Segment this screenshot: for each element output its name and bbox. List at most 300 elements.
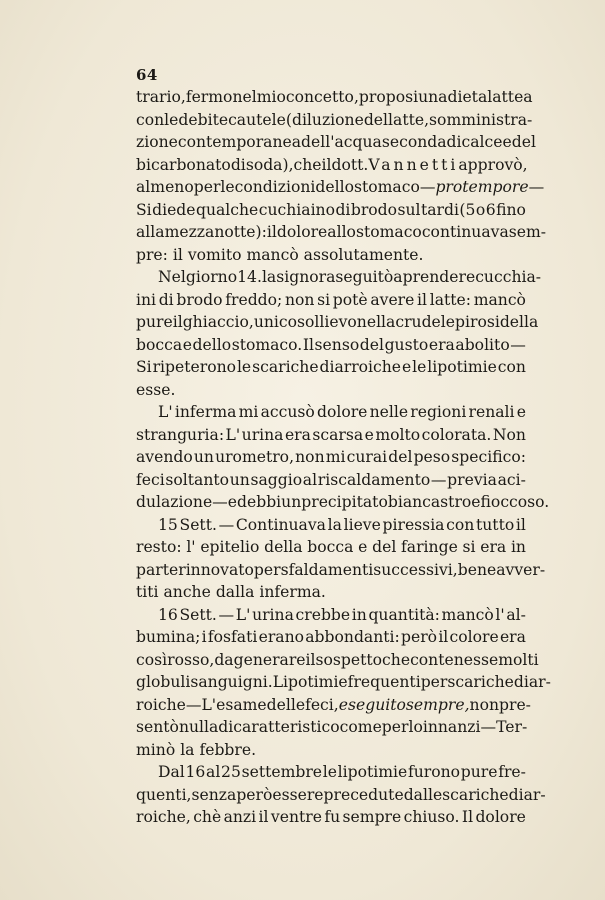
word: tardi	[420, 200, 459, 219]
text-line	[136, 86, 533, 109]
word: aci-	[497, 470, 526, 489]
word: Lipotimie	[272, 673, 348, 691]
word: sospetto	[315, 650, 383, 669]
word: freddo;	[225, 290, 283, 309]
word: lattea	[487, 88, 533, 106]
word: di	[446, 133, 462, 151]
word: eseguito	[338, 695, 406, 714]
word: esse.	[136, 380, 176, 399]
word: brodo	[176, 290, 223, 309]
word: innanzi	[422, 718, 481, 736]
word: la	[261, 268, 277, 286]
word: abolito	[455, 335, 510, 354]
word: colore	[449, 628, 499, 646]
word: ghiaccio,	[182, 313, 254, 331]
word: soltanto	[165, 470, 230, 489]
word: urometro,	[215, 448, 295, 466]
word: contenesse	[410, 650, 499, 669]
word: lipotimie	[427, 358, 497, 376]
word: rinnovato	[178, 560, 254, 579]
text-line	[136, 559, 546, 582]
text-line	[136, 446, 526, 469]
word: non	[469, 695, 500, 714]
word: così	[136, 650, 168, 669]
text-line	[136, 716, 526, 739]
word: stranguria:	[136, 425, 225, 444]
word: diede	[152, 200, 196, 219]
word: 6	[485, 200, 496, 219]
word: e	[502, 133, 512, 151]
word: era	[480, 538, 507, 556]
word: di	[218, 718, 234, 736]
word: Si	[136, 358, 152, 376]
word: nulla	[178, 718, 219, 736]
text-line	[136, 671, 551, 694]
word: però	[401, 628, 438, 646]
word: seconda	[381, 133, 447, 151]
text-line	[136, 761, 526, 784]
word: delle	[266, 695, 306, 714]
word: L'	[225, 425, 241, 444]
word: bumina;	[136, 628, 201, 646]
word: in	[510, 538, 526, 556]
word: concetto,	[285, 88, 359, 106]
word: un	[193, 448, 214, 466]
word: di	[158, 290, 174, 309]
word: Il	[461, 808, 474, 826]
word: specifico:	[451, 448, 526, 466]
word: mancò	[441, 605, 494, 624]
word: furono	[407, 763, 461, 781]
word: —	[419, 178, 436, 196]
word: renali	[468, 403, 515, 421]
word: peso	[413, 448, 451, 466]
word: per	[420, 673, 448, 691]
word: a	[393, 268, 403, 286]
word: Vannetti	[368, 155, 459, 174]
word: crudele	[395, 313, 456, 331]
word: dolore	[475, 808, 526, 826]
word: dieta	[447, 88, 488, 106]
word: la	[327, 515, 342, 534]
word: latte:	[429, 290, 472, 309]
word: il	[515, 515, 526, 534]
word: dott.	[331, 155, 369, 174]
word: il	[438, 628, 449, 646]
word: il	[305, 650, 316, 669]
word: nella	[356, 313, 396, 331]
word: del	[359, 335, 384, 354]
word: inferma	[174, 403, 237, 421]
word: al	[302, 470, 318, 489]
word: ripeterono	[152, 358, 237, 376]
text-line	[136, 806, 526, 829]
text-line	[136, 604, 526, 627]
word: —	[212, 493, 228, 511]
word: —	[218, 605, 235, 624]
word: Non	[492, 425, 526, 444]
word: o	[475, 200, 486, 219]
word: il	[321, 155, 332, 174]
word: titi	[136, 583, 159, 601]
text-line	[136, 221, 547, 244]
word: dello	[315, 178, 354, 196]
body-text	[136, 86, 551, 829]
word: era	[499, 628, 526, 646]
word: non	[295, 448, 325, 466]
word: acqua	[334, 133, 382, 151]
word: essere	[272, 785, 324, 804]
word: generare	[233, 650, 306, 669]
word: che	[293, 155, 322, 174]
word: seguitò	[335, 268, 394, 286]
word: faringe	[401, 538, 458, 556]
text-line	[136, 356, 526, 379]
word: contemporanea	[177, 133, 302, 151]
word: 14.	[237, 268, 262, 286]
word: scariche	[252, 358, 319, 376]
word: le	[412, 358, 427, 376]
word: la	[180, 740, 195, 759]
word: crebbe	[295, 605, 351, 624]
word: sollievo	[297, 313, 357, 331]
word: che	[382, 650, 411, 669]
word: fu	[324, 808, 341, 826]
word: con	[136, 110, 165, 129]
word: Il	[302, 335, 314, 354]
word: 25	[221, 763, 241, 781]
word: debite	[178, 110, 229, 129]
text-line	[136, 491, 550, 514]
text-line	[136, 694, 531, 717]
text-line	[136, 536, 526, 559]
word: e	[516, 403, 526, 421]
word: feci,	[305, 695, 339, 714]
word: molto	[375, 425, 421, 444]
word: e	[364, 425, 374, 444]
word: 16	[185, 763, 206, 781]
word: era	[428, 335, 455, 354]
word: dolore	[276, 223, 328, 241]
word: febbre.	[199, 740, 257, 759]
word: da	[214, 650, 234, 669]
word: fioccoso.	[480, 493, 550, 511]
word: e	[471, 493, 481, 511]
word: ed	[227, 493, 247, 511]
word: vomito	[187, 245, 242, 264]
word: parte	[136, 560, 179, 579]
text-line	[136, 244, 526, 267]
word: riscaldamento	[317, 470, 431, 489]
word: dolore	[316, 403, 368, 421]
word: soda),	[245, 155, 294, 174]
word: il	[258, 808, 269, 826]
word: continuava	[421, 223, 509, 241]
word: 15	[158, 515, 178, 534]
word: giorno	[185, 268, 238, 286]
word: tutto	[476, 515, 515, 534]
word: nel	[232, 88, 257, 106]
word: sempre	[342, 808, 402, 826]
word: bicarbonato	[136, 155, 231, 174]
word: il	[417, 290, 428, 309]
word: curai	[346, 448, 388, 466]
word: signora	[276, 268, 336, 286]
word: 16	[158, 605, 178, 624]
word: molti	[498, 650, 539, 669]
word: previa	[447, 470, 497, 489]
word: cucchia-	[475, 268, 542, 286]
word: somministra-	[429, 110, 533, 129]
word: calce	[461, 133, 503, 151]
word: dalle	[403, 785, 443, 804]
text-line	[136, 626, 526, 649]
word: Ter-	[496, 718, 528, 736]
word: —	[528, 178, 545, 196]
word: caratteristico	[233, 718, 340, 736]
word: anzi	[223, 808, 257, 826]
word: saggio	[250, 470, 303, 489]
word: l'	[495, 605, 505, 624]
word: Sett.	[179, 515, 217, 534]
word: erano	[258, 628, 305, 646]
word: pre:	[136, 245, 168, 264]
word: fre-	[498, 763, 526, 781]
word: diar-	[513, 673, 551, 691]
word: del	[388, 448, 413, 466]
word: inferma.	[259, 583, 326, 601]
word: qualche	[195, 200, 259, 219]
word: settembre	[241, 763, 323, 781]
word: (diluzione	[285, 110, 364, 129]
text-line	[136, 334, 526, 357]
word: scariche	[442, 785, 509, 804]
word: zione	[136, 133, 178, 151]
text-line	[136, 379, 526, 402]
word: Sett.	[179, 605, 217, 624]
word: di	[230, 155, 246, 174]
word: successivi,	[373, 560, 458, 579]
word: però	[236, 785, 273, 804]
word: fino	[496, 200, 526, 219]
word: assolutamente.	[303, 245, 424, 264]
word: piressia	[382, 515, 445, 534]
word: allo	[327, 223, 356, 241]
word: (5	[459, 200, 476, 219]
word: diarroiche	[319, 358, 402, 376]
word: urina	[252, 605, 294, 624]
word: roiche	[136, 695, 186, 714]
word: trario,	[136, 88, 186, 106]
word: il	[266, 223, 277, 241]
word: —	[480, 718, 497, 736]
text-line	[136, 424, 526, 447]
word: proposi	[358, 88, 419, 106]
word: le	[220, 178, 235, 196]
word: era	[284, 425, 311, 444]
word: precipitato	[301, 493, 388, 511]
word: del	[511, 133, 536, 151]
word: bocca	[307, 538, 354, 556]
word: gusto	[384, 335, 429, 354]
word: bene	[457, 560, 497, 579]
text-line	[136, 199, 526, 222]
word: con	[446, 515, 475, 534]
word: si	[317, 290, 331, 309]
word: chè	[193, 808, 222, 826]
word: roiche,	[136, 808, 191, 826]
text-line	[136, 581, 526, 604]
word: latte,	[388, 110, 430, 129]
word: i	[201, 628, 207, 646]
word: epitelio	[200, 538, 260, 556]
word: lieve	[343, 515, 381, 534]
word: esame	[216, 695, 267, 714]
word: non	[284, 290, 315, 309]
text-line	[136, 266, 542, 289]
word: minò	[136, 740, 176, 759]
word: le	[164, 110, 179, 129]
word: pro	[435, 178, 463, 196]
text-line	[136, 739, 526, 762]
word: avver-	[496, 560, 546, 579]
word: e	[358, 538, 368, 556]
page-number: 64	[136, 66, 158, 84]
word: stomaco	[353, 178, 420, 196]
word: le	[236, 358, 252, 376]
word: precedute	[323, 785, 404, 804]
word: e	[182, 335, 192, 354]
word: unico	[253, 313, 298, 331]
word: —	[218, 515, 235, 534]
word: condizioni	[234, 178, 316, 196]
word: le	[322, 763, 337, 781]
word: colorata.	[421, 425, 492, 444]
word: sempre,	[405, 695, 470, 714]
word: sentò	[136, 718, 179, 736]
word: mi	[325, 448, 346, 466]
word: dulazione	[136, 493, 213, 511]
word: nelle	[369, 403, 409, 421]
word: per	[381, 718, 409, 736]
word: Dal	[158, 763, 185, 781]
word: dello	[192, 335, 232, 354]
word: bocca	[136, 335, 183, 354]
word: —	[510, 335, 526, 354]
word: cautele	[228, 110, 286, 129]
word: L'	[158, 403, 173, 421]
word: della	[499, 313, 539, 331]
word: stomaco	[355, 223, 422, 241]
word: sfaldamenti	[280, 560, 374, 579]
word: al	[206, 763, 221, 781]
word: quenti,	[136, 785, 192, 804]
text-line	[136, 131, 536, 154]
text-line	[136, 469, 526, 492]
word: sul	[397, 200, 421, 219]
word: con	[497, 358, 526, 376]
word: sem-	[508, 223, 547, 241]
word: ini	[136, 290, 157, 309]
word: biancastro	[387, 493, 472, 511]
word: regioni	[410, 403, 467, 421]
word: e	[401, 358, 412, 376]
word: —	[430, 470, 447, 489]
word: mio	[256, 88, 286, 106]
word: mancò	[246, 245, 299, 264]
word: il	[172, 245, 183, 264]
word: Si	[136, 200, 152, 219]
word: in	[351, 605, 367, 624]
word: per	[193, 178, 221, 196]
word: almeno	[136, 178, 194, 196]
word: globuli	[136, 673, 191, 691]
text-line	[136, 176, 545, 199]
text-line	[136, 784, 546, 807]
word: si	[462, 538, 476, 556]
word: quantità:	[368, 605, 440, 624]
word: chiuso.	[403, 808, 460, 826]
word: ebbi	[246, 493, 282, 511]
word: di	[335, 200, 351, 219]
text-line	[136, 649, 539, 672]
word: avendo	[136, 448, 193, 466]
word: —	[185, 695, 202, 714]
word: l'	[186, 538, 196, 556]
word: rosso,	[167, 650, 215, 669]
word: L'	[235, 605, 251, 624]
word: brodo	[350, 200, 398, 219]
word: pure	[460, 763, 498, 781]
word: accusò	[260, 403, 315, 421]
word: del	[372, 538, 397, 556]
word: urina	[241, 425, 284, 444]
word: diar-	[508, 785, 546, 804]
word: della	[264, 538, 303, 556]
word: resto:	[136, 538, 182, 556]
text-line	[136, 289, 526, 312]
text-line	[136, 514, 526, 537]
word: un	[281, 493, 302, 511]
word: senso	[314, 335, 360, 354]
word: avere	[370, 290, 415, 309]
word: ventre	[270, 808, 322, 826]
word: del	[363, 110, 389, 129]
word: mezzanotte):	[164, 223, 267, 241]
word: per	[253, 560, 281, 579]
word: come	[339, 718, 382, 736]
word: prendere	[402, 268, 476, 286]
word: mi	[238, 403, 259, 421]
word: pirosi	[455, 313, 500, 331]
word: scariche	[447, 673, 514, 691]
word: approvò,	[458, 155, 528, 174]
word: mancò	[473, 290, 526, 309]
word: dalla	[215, 583, 255, 601]
word: potè	[332, 290, 368, 309]
word: Nel	[158, 268, 186, 286]
word: L'	[201, 695, 217, 714]
word: pre-	[499, 695, 531, 714]
word: una	[418, 88, 448, 106]
word: senza	[191, 785, 237, 804]
word: fermo	[185, 88, 233, 106]
word: il	[172, 313, 183, 331]
word: cuchiaino	[258, 200, 335, 219]
text-line	[136, 401, 526, 424]
word: tempore	[462, 178, 529, 196]
word: anche	[163, 583, 211, 601]
